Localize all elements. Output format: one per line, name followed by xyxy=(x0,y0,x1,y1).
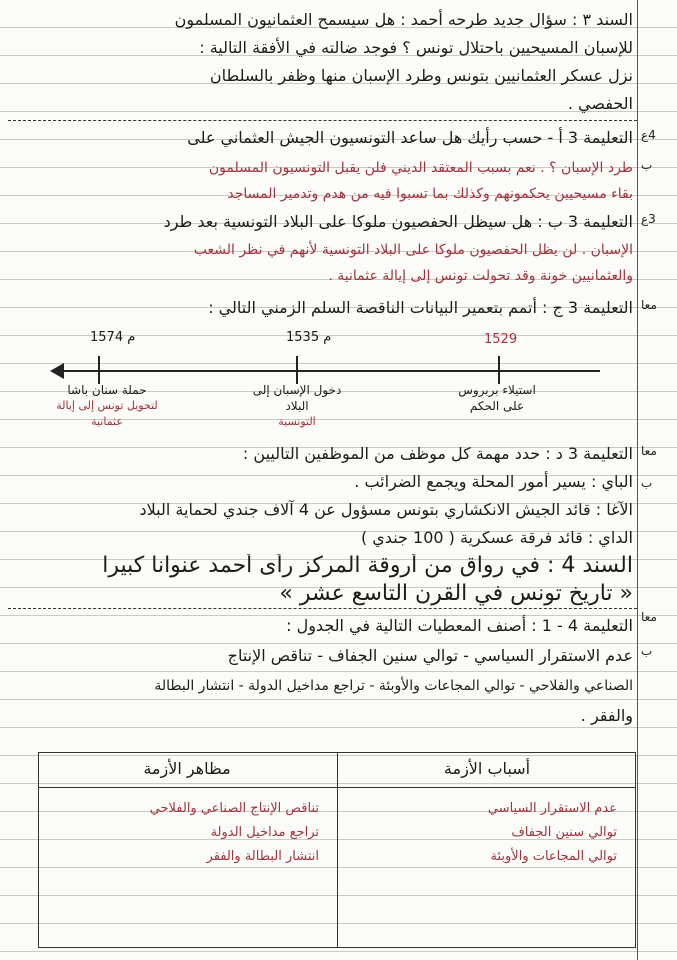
list-item: توالي المجاعات والأوبئة xyxy=(490,849,617,864)
event-title: دخول الإسبان إلى البلاد xyxy=(252,383,342,413)
text-line: الحفصي . xyxy=(567,94,633,113)
instruction-4-1: التعليمة 4 - 1 : أصنف المعطيات التالية في الجدول : xyxy=(286,616,633,635)
timeline xyxy=(50,330,600,442)
timeline-tick xyxy=(98,356,100,384)
table-header-line xyxy=(39,787,635,788)
margin-label: ب xyxy=(641,158,653,172)
timeline-year: 1535 م xyxy=(286,330,332,345)
margin-label: 3ع xyxy=(641,212,656,226)
answer-line: والعثمانيين خونة وقد تحولت تونس إلى إيالة عثمانية . xyxy=(328,268,633,284)
margin-label: ب xyxy=(641,476,653,490)
event-detail: على الحكم xyxy=(469,399,525,413)
text-line: السند ٣ : سؤال جديد طرحه أحمد : هل سيسمح العثمانيون المسلمون xyxy=(174,10,633,29)
answer-line: الصناعي والفلاحي - توالي المجاعات والأوبئة - تراجع مداخيل الدولة - انتشار البطالة xyxy=(154,678,633,694)
answer-line: الآغا : قائد الجيش الانكشاري بتونس مسؤول عن 4 آلاف جندي لحماية البلاد xyxy=(139,500,633,519)
table-header-manifestations: مظاهر الأزمة xyxy=(143,759,231,778)
timeline-tick xyxy=(498,356,500,384)
event-title: استيلاء بربروس xyxy=(458,383,536,397)
answer-line: والفقر . xyxy=(580,706,633,725)
timeline-event xyxy=(52,382,162,430)
causes-cell xyxy=(341,797,631,869)
crisis-table xyxy=(38,752,636,948)
source-4: السند 4 : في رواق من أروقة المركز رأى أحمد عنوانا كبيرا xyxy=(102,554,633,578)
list-item: تراجع مداخيل الدولة xyxy=(210,825,319,840)
instruction-3c: التعليمة 3 ج : أتمم بتعمير البيانات الناقصة السلم الزمني التالي : xyxy=(208,298,633,317)
event-title: حملة سنان باشا xyxy=(67,383,147,397)
timeline-year: 1529 xyxy=(484,332,518,347)
timeline-event xyxy=(442,382,552,414)
table-divider xyxy=(337,753,338,947)
text-line: نزل عسكر العثمانيين بتونس وطرد الإسبان منها وظفر بالسلطان xyxy=(209,66,633,85)
list-item: توالي سنين الجفاف xyxy=(511,825,617,840)
margin-label: ب xyxy=(641,644,653,658)
margin-line xyxy=(637,0,638,960)
text-line: للإسبان المسيحيين باحتلال تونس ؟ فوجد ضالته في الأفقة التالية : xyxy=(199,38,633,57)
list-item: انتشار البطالة والفقر xyxy=(206,849,319,864)
answer-line: الباي : يسير أمور المحلة ويجمع الضرائب . xyxy=(354,472,633,491)
timeline-tick xyxy=(296,356,298,384)
margin-label: 4ع xyxy=(641,128,656,142)
instruction-3d: التعليمة 3 د : حدد مهمة كل موظف من الموظفين التاليين : xyxy=(242,444,633,463)
margin-label: معا xyxy=(641,444,657,458)
manifestations-cell xyxy=(43,797,333,869)
answer-line: بقاء مسيحيين يحكمونهم وكذلك بما تسبوا فيه من هدم وتدمير المساجد xyxy=(227,186,633,202)
section-divider xyxy=(8,120,637,121)
table-header-causes: أسباب الأزمة xyxy=(443,759,531,778)
answer-line: الإسبان . لن يظل الحفصيون ملوكا على البلاد التونسية لأنهم في نظر الشعب xyxy=(193,242,633,258)
source-4-title: « تاريخ تونس في القرن التاسع عشر » xyxy=(279,582,633,606)
instruction-3a: التعليمة 3 أ - حسب رأيك هل ساعد التونسيون الجيش العثماني على xyxy=(187,128,633,147)
instruction-3b: التعليمة 3 ب : هل سيظل الحفصيون ملوكا على البلاد التونسية بعد طرد xyxy=(163,212,633,231)
answer-line: طرد الإسبان ؟ . نعم بسبب المعتقد الديني فلن يقبل التونسيون المسلمون xyxy=(208,160,633,176)
margin-label: معا xyxy=(641,610,657,624)
section-divider xyxy=(8,608,637,609)
timeline-event xyxy=(242,382,352,430)
margin-label: معا xyxy=(641,298,657,312)
list-item: تناقص الإنتاج الصناعي والفلاحي xyxy=(149,801,319,816)
event-detail: لتحويل تونس إلى إيالة عثمانية xyxy=(56,399,158,428)
event-detail: التونسية xyxy=(278,415,316,428)
timeline-axis xyxy=(60,370,600,372)
answer-line: الداي : قائد فرقة عسكرية ( 100 جندي ) xyxy=(360,528,633,547)
timeline-year: 1574 م xyxy=(90,330,136,345)
list-item: عدم الاستقرار السياسي xyxy=(487,801,617,816)
answer-line: عدم الاستقرار السياسي - توالي سنين الجفاف - تناقص الإنتاج xyxy=(227,646,633,665)
